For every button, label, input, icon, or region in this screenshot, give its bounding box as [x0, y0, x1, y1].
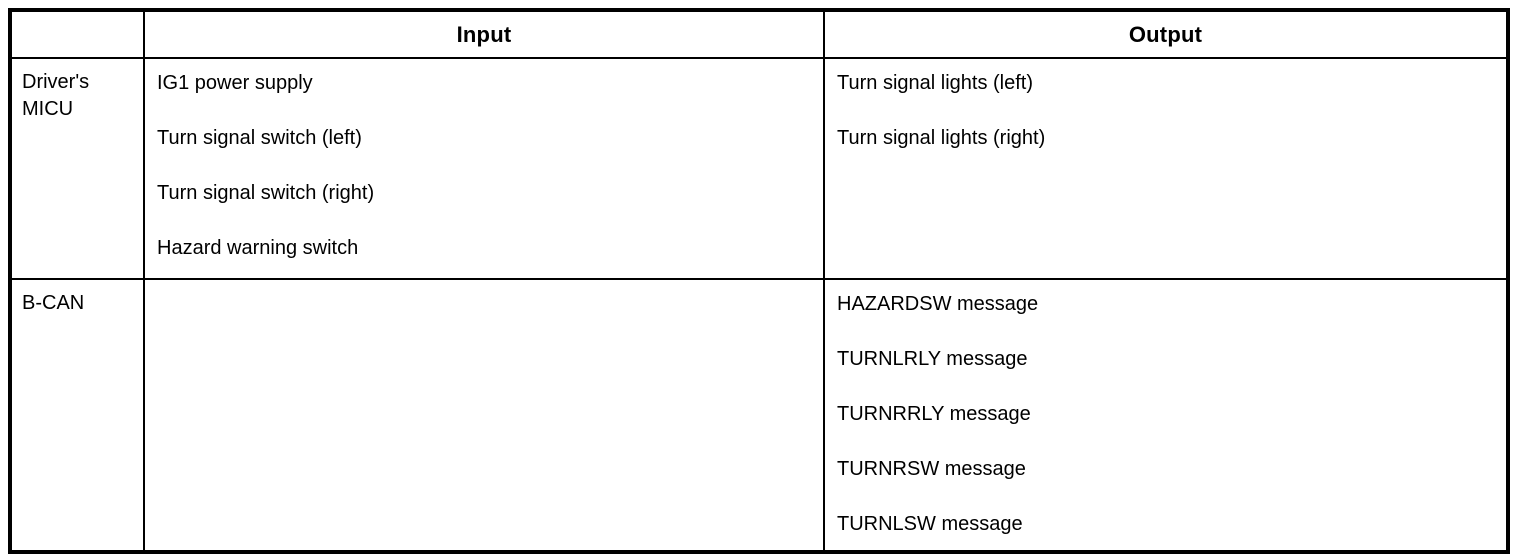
input-item: Hazard warning switch	[157, 237, 359, 259]
row-header-b-can: B-CAN	[12, 280, 145, 550]
input-cell-b-can	[145, 280, 825, 550]
output-item: TURNLRLY message	[837, 348, 1028, 370]
output-item: TURNRSW message	[837, 458, 1026, 480]
input-cell-drivers-micu	[145, 59, 825, 280]
output-item: TURNLSW message	[837, 513, 1023, 535]
output-item: HAZARDSW message	[837, 293, 1039, 315]
input-column-header: Input	[145, 12, 825, 59]
input-output-table	[8, 8, 1510, 554]
output-item: TURNRRLY message	[837, 403, 1031, 425]
output-item: Turn signal lights (right)	[837, 127, 1046, 149]
output-cell-b-can	[825, 280, 1506, 550]
corner-header-cell	[12, 12, 145, 59]
input-item: IG1 power supply	[157, 72, 313, 94]
input-item: Turn signal switch (right)	[157, 182, 375, 204]
output-column-header: Output	[825, 12, 1506, 59]
row-header-drivers-micu: Driver's MICU	[12, 59, 145, 280]
output-item: Turn signal lights (left)	[837, 72, 1033, 94]
input-item: Turn signal switch (left)	[157, 127, 362, 149]
output-cell-drivers-micu	[825, 59, 1506, 280]
